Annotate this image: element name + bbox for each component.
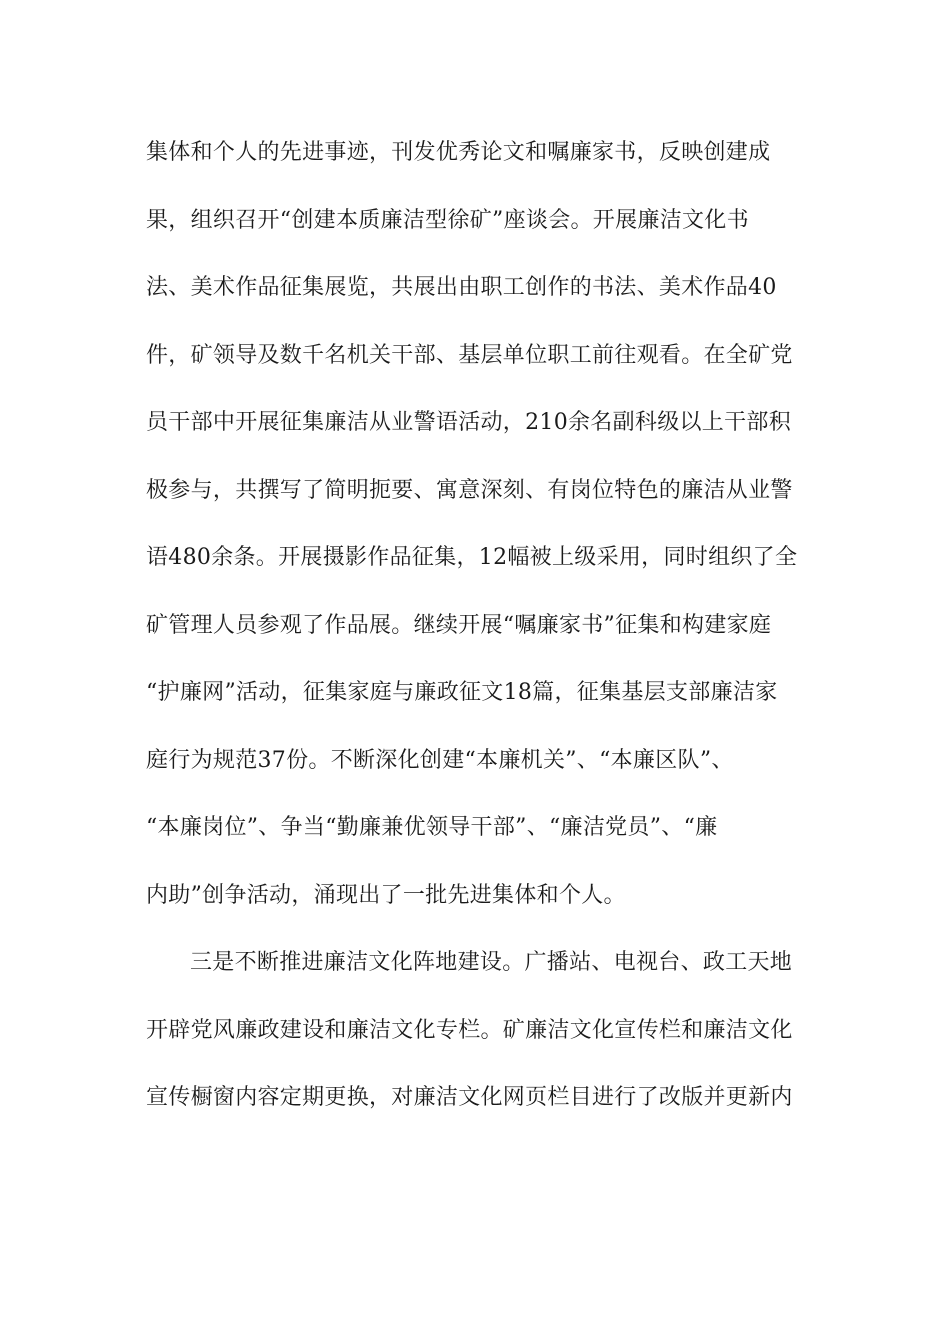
- text-line: 果，组织召开“创建本质廉洁型徐矿”座谈会。开展廉洁文化书: [146, 207, 749, 233]
- text-line: 内助”创争活动，涌现出了一批先进集体和个人。: [146, 882, 626, 908]
- text-line: 件，矿领导及数千名机关干部、基层单位职工前往观看。在全矿党: [146, 342, 793, 368]
- text-line: 极参与，共撰写了简明扼要、寓意深刻、有岗位特色的廉洁从业警: [146, 477, 793, 503]
- text-line: 法、美术作品征集展览，共展出由职工创作的书法、美术作品40: [146, 275, 777, 300]
- text-line: “本廉岗位”、争当“勤廉兼优领导干部”、“廉洁党员”、“廉: [146, 815, 718, 840]
- text-line: 矿管理人员参观了作品展。继续开展“嘱廉家书”征集和构建家庭: [146, 612, 772, 638]
- paragraph-start-line: 三是不断推进廉洁文化阵地建设。广播站、电视台、政工天地: [190, 950, 793, 975]
- text-line: 员干部中开展征集廉洁从业警语活动，210余名副科级以上干部积: [146, 410, 791, 435]
- body-text: [146, 129, 806, 1142]
- text-line: 语480余条。开展摄影作品征集，12幅被上级采用，同时组织了全: [146, 545, 798, 570]
- text-line: 宣传橱窗内容定期更换，对廉洁文化网页栏目进行了改版并更新内: [146, 1085, 793, 1110]
- text-line: 开辟党风廉政建设和廉洁文化专栏。矿廉洁文化宣传栏和廉洁文化: [146, 1017, 793, 1043]
- text-line: “护廉网”活动，征集家庭与廉政征文18篇，征集基层支部廉洁家: [146, 680, 778, 705]
- text-line: 庭行为规范37份。不断深化创建“本廉机关”、“本廉区队”、: [146, 747, 734, 773]
- text-line: 集体和个人的先进事迹，刊发优秀论文和嘱廉家书，反映创建成: [146, 140, 771, 165]
